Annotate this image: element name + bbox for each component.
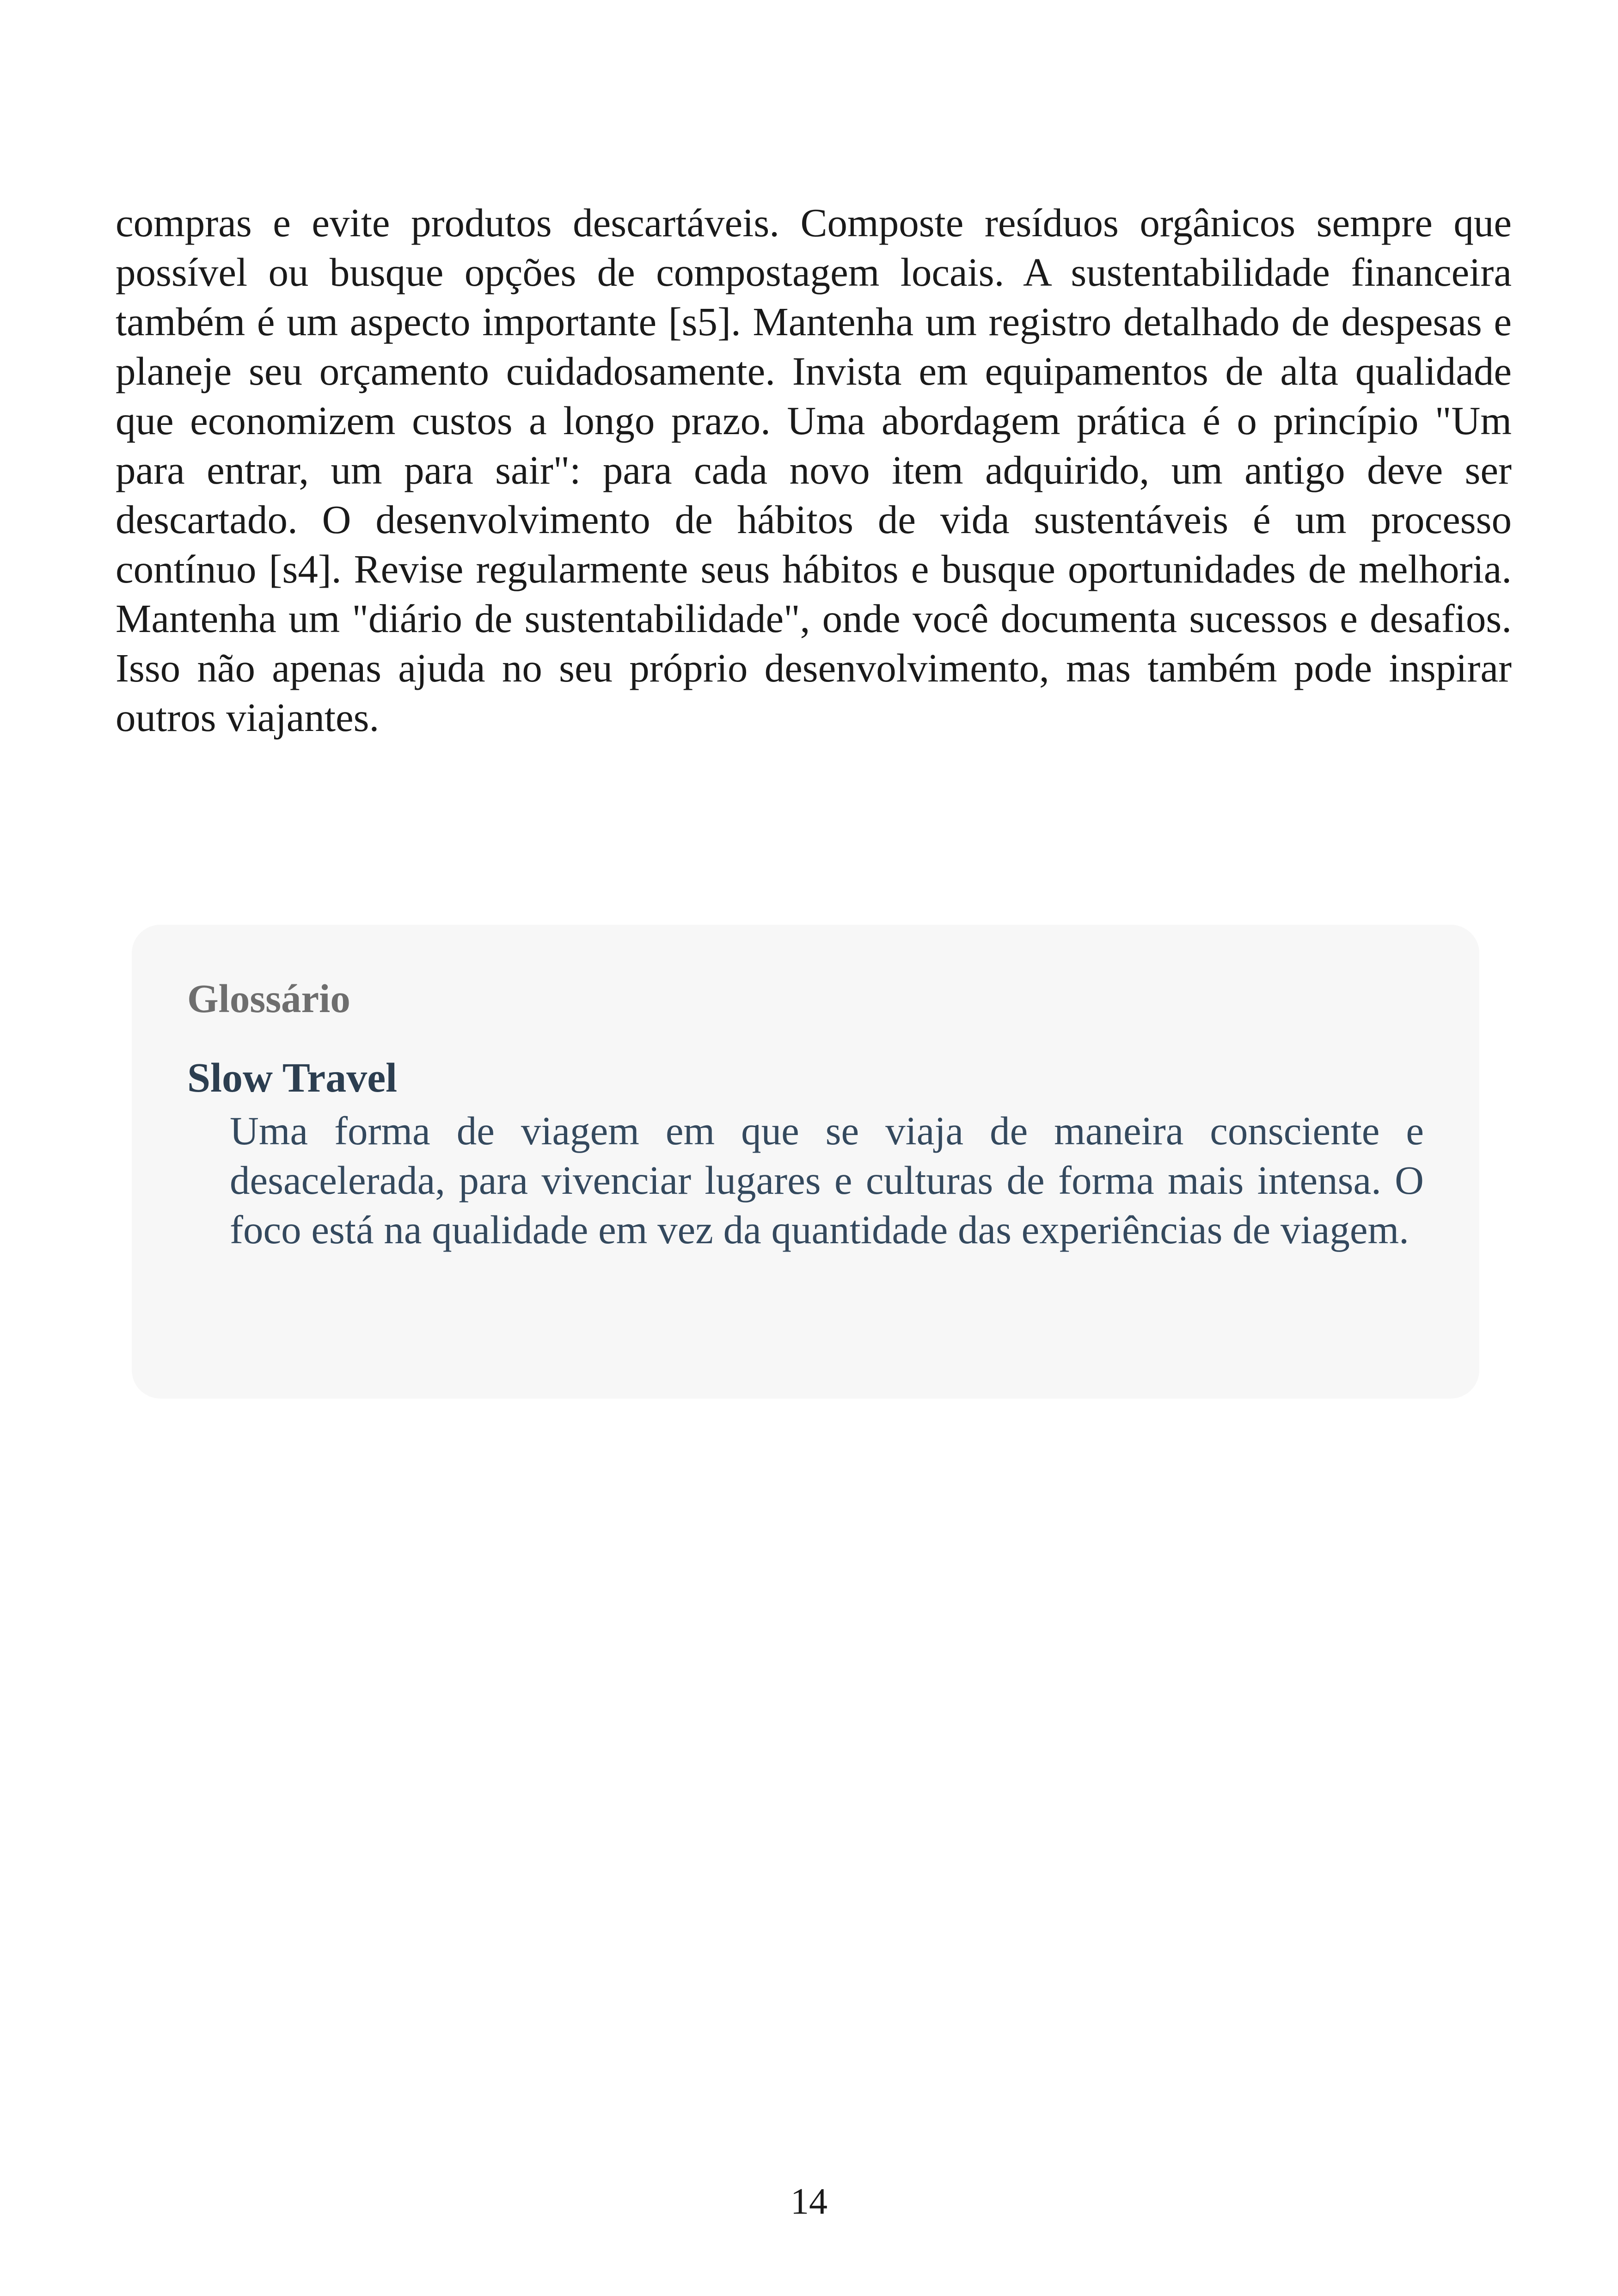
glossary-definition: Uma forma de viagem em que se viaja de maneira consciente e desacelerada, para vivenciar lugares e culturas de forma mais intensa. O foco está na qualidade em vez da quantidade das experiências de viagem. xyxy=(230,1108,1424,1252)
glossary-entry xyxy=(187,1050,1424,1254)
glossary-term: Slow Travel xyxy=(187,1055,398,1101)
page-number: 14 xyxy=(791,2181,827,2222)
glossary-heading: Glossário xyxy=(187,976,350,1021)
body-paragraph: compras e evite produtos descartáveis. Composte resíduos orgânicos sempre que possível ou busque opções de compostagem locais. A sustentabilidade financeira também é um aspecto importante [s5]. Mantenha um registro detalhado de despesas e planeje seu orçamento cuidadosamente. Invista em equipamentos de alta qualidade que economizem custos a longo prazo. Uma abordagem prática é o princípio "Um para entrar, um para sair": para cada novo item adquirido, um antigo deve ser descartado. O desenvolvimento de hábitos de vida sustentáveis é um processo contínuo [s4]. Revise regularmente seus hábitos e busque oportunidades de melhoria. Mantenha um "diário de sustentabilidade", onde você documenta sucessos e desafios. Isso não apenas ajuda no seu próprio desenvolvimento, mas também pode inspirar outros viajantes. xyxy=(116,200,1512,740)
glossary-box xyxy=(132,925,1479,1399)
